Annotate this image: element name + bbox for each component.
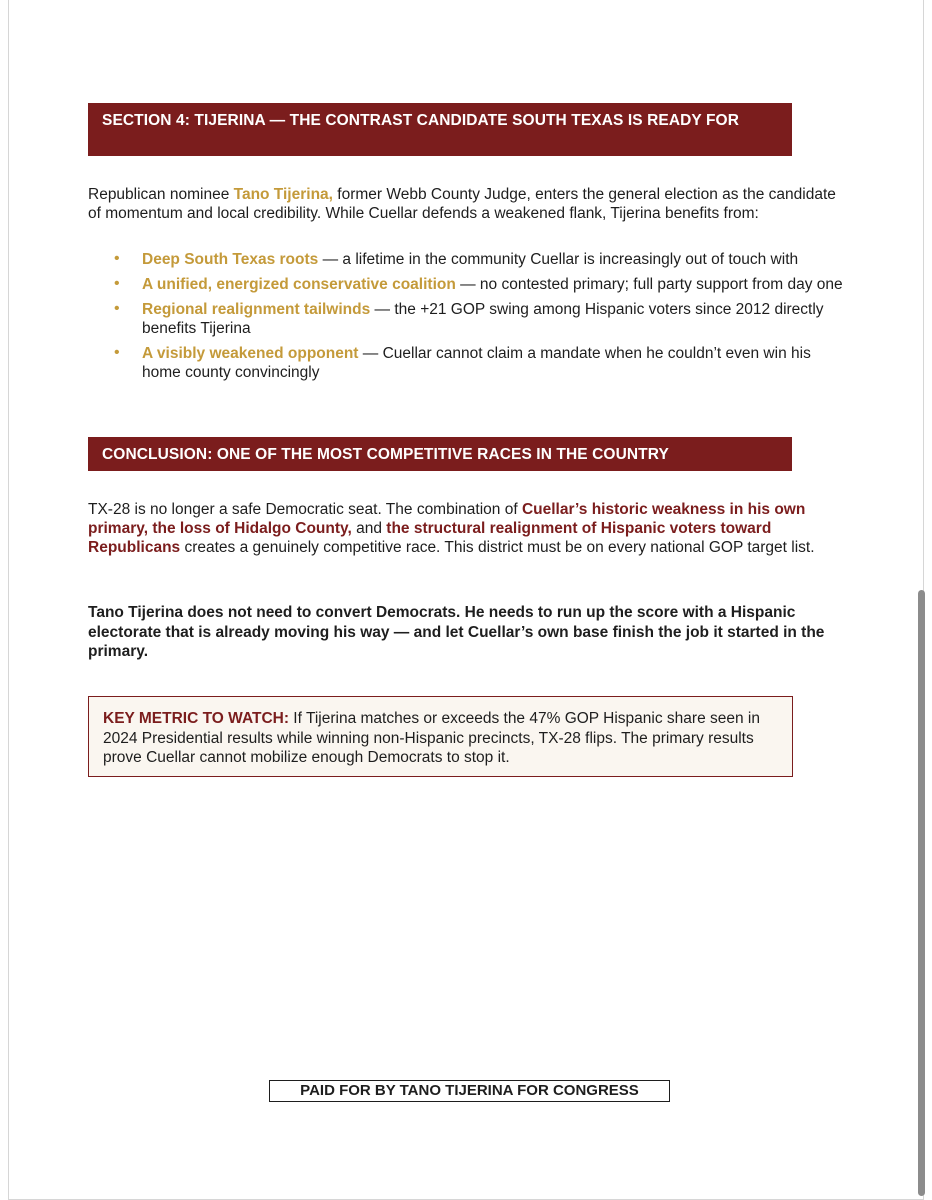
conclusion-paragraph — [88, 500, 828, 557]
list-item — [112, 300, 852, 338]
list-item — [112, 275, 852, 294]
list-item-text: — the +21 GOP swing among Hispanic voters since 2012 directly benefits Tijerina — [142, 301, 824, 337]
list-item-text: — no contested primary; full party support from day one — [455, 276, 843, 293]
vertical-scrollbar[interactable] — [918, 590, 925, 1196]
document-page — [8, 0, 924, 1200]
list-item-text: — Cuellar cannot claim a mandate when he couldn’t even win his home county convincingly — [142, 345, 811, 381]
conclusion-text-e: creates a genuinely competitive race. This district must be on every national GOP target list. — [180, 539, 815, 556]
intro-text-post: former Webb County Judge, enters the general election as the candidate of momentum and local credibility. While Cuellar defends a weakened flank, Tijerina benefits from: — [88, 186, 836, 222]
candidate-name: Tano Tijerina, — [233, 186, 333, 203]
list-item-highlight: A unified, energized conservative coalition — [142, 276, 456, 293]
list-item-highlight: Deep South Texas roots — [142, 251, 319, 268]
key-metric-callout — [88, 696, 793, 777]
bullet-icon: • — [114, 300, 120, 317]
key-metric-text: If Tijerina matches or exceeds the 47% GOP Hispanic share seen in 2024 Presidential results while winning non-Hispanic precincts, TX-28 flips. The primary results prove Cuellar cannot mobilize enough Democrats to stop it. — [103, 710, 760, 766]
paid-for-disclaimer: PAID FOR BY TANO TIJERINA FOR CONGRESS — [269, 1080, 670, 1102]
bullet-icon: • — [114, 275, 120, 292]
conclusion-emphasis-2: the structural realignment of Hispanic voters toward Republicans — [88, 520, 772, 556]
section-4-intro — [88, 185, 848, 223]
benefits-list — [112, 250, 852, 388]
conclusion-emphasis-1: Cuellar’s historic weakness in his own primary, the loss of Hidalgo County, — [88, 501, 806, 537]
closing-statement: Tano Tijerina does not need to convert Democrats. He needs to run up the score with a Hispanic electorate that is already moving his way — and let Cuellar’s own base finish the job it started in the primary. — [88, 604, 825, 660]
list-item — [112, 250, 852, 269]
list-item-highlight: Regional realignment tailwinds — [142, 301, 371, 318]
bullet-icon: • — [114, 250, 120, 267]
intro-text-pre: Republican nominee — [88, 186, 234, 203]
conclusion-text-a: TX-28 is no longer a safe Democratic seat. The combination of — [88, 501, 522, 518]
conclusion-text-c: and — [351, 520, 387, 537]
conclusion-heading: CONCLUSION: ONE OF THE MOST COMPETITIVE RACES IN THE COUNTRY — [88, 437, 792, 471]
bullet-icon: • — [114, 344, 120, 361]
section-4-heading: SECTION 4: TIJERINA — THE CONTRAST CANDIDATE SOUTH TEXAS IS READY FOR — [88, 103, 792, 156]
list-item — [112, 344, 852, 382]
list-item-highlight: A visibly weakened opponent — [142, 345, 359, 362]
list-item-text: — a lifetime in the community Cuellar is increasingly out of touch with — [318, 251, 799, 268]
key-metric-label: KEY METRIC TO WATCH: — [103, 710, 289, 727]
